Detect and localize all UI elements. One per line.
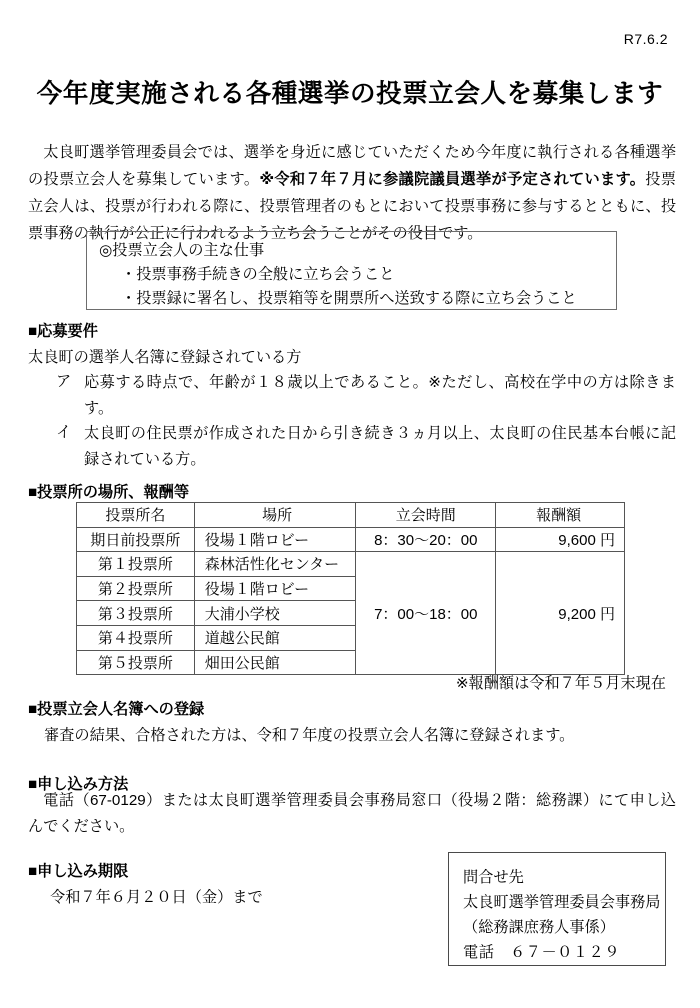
cell-polling-place-name: 第２投票所 bbox=[77, 576, 195, 601]
cell-location: 役場１階ロビー bbox=[194, 527, 356, 552]
contact-label: 問合せ先 bbox=[463, 869, 524, 886]
document-date-stamp: R7.6.2 bbox=[623, 31, 668, 47]
duties-item: ・投票録に署名し、投票箱等を開票所へ送致する際に立ち会うこと bbox=[121, 290, 577, 307]
cell-polling-place-name: 第５投票所 bbox=[77, 650, 195, 675]
contact-phone: 電話 ６７－０１２９ bbox=[463, 944, 620, 961]
section-heading-requirements: ■応募要件 bbox=[28, 323, 98, 340]
cell-polling-place-name: 期日前投票所 bbox=[77, 527, 195, 552]
requirements-lead: 太良町の選挙人名簿に登録されている方 bbox=[28, 349, 302, 366]
application-deadline-text: 令和７年６月２０日（金）まで bbox=[50, 889, 263, 906]
payment-note: ※報酬額は令和７年５月末現在 bbox=[455, 675, 666, 692]
table-header-row bbox=[77, 503, 625, 528]
cell-location: 道越公民館 bbox=[194, 625, 356, 650]
contact-box bbox=[448, 852, 666, 966]
cell-attendance-time: 8：30～20：00 bbox=[356, 527, 496, 552]
cell-location: 森林活性化センター bbox=[194, 552, 356, 577]
section-heading-registration: ■投票立会人名簿への登録 bbox=[28, 701, 205, 718]
duties-box bbox=[86, 231, 617, 310]
section-heading-application-method: ■申し込み方法 bbox=[28, 776, 129, 793]
table-row bbox=[77, 552, 625, 577]
intro-part1: 太良町選挙管理委員会では、選挙を身近に感じていただくため今年度に執行される各種選挙の投票立会人を募集しています。 bbox=[28, 144, 676, 189]
application-method-text: 電話（67-0129）または太良町選挙管理委員会事務局窓口（役場２階：総務課）にて申し込んでください。 bbox=[28, 792, 676, 835]
section-heading-application-deadline: ■申し込み期限 bbox=[28, 863, 129, 880]
intro-part3: 投票立会人は、投票が行われる際に、投票管理者のもとにおいて投票事務に参与するとともに、投票事務の執行が公正に行われるよう立ち会うことがその役目です。 bbox=[28, 171, 676, 243]
section-heading-polling-places: ■投票所の場所、報酬等 bbox=[28, 484, 190, 501]
contact-organization: 太良町選挙管理委員会事務局 bbox=[463, 894, 661, 911]
requirement-marker-i: イ bbox=[56, 424, 72, 441]
table-row bbox=[77, 527, 625, 552]
column-header-name: 投票所名 bbox=[77, 503, 195, 528]
contact-division: （総務課庶務人事係） bbox=[463, 919, 615, 936]
cell-location: 大浦小学校 bbox=[194, 601, 356, 626]
page-title: 今年度実施される各種選挙の投票立会人を募集します bbox=[36, 80, 664, 109]
cell-attendance-time: 7：00～18：00 bbox=[356, 552, 496, 675]
column-header-place: 場所 bbox=[194, 503, 356, 528]
column-header-pay: 報酬額 bbox=[496, 503, 625, 528]
cell-payment: 9,600 円 bbox=[496, 527, 625, 552]
cell-polling-place-name: 第４投票所 bbox=[77, 625, 195, 650]
column-header-time: 立会時間 bbox=[356, 503, 496, 528]
cell-polling-place-name: 第３投票所 bbox=[77, 601, 195, 626]
cell-polling-place-name: 第１投票所 bbox=[77, 552, 195, 577]
intro-bold-notice: ※令和７年７月に参議院議員選挙が予定されています。 bbox=[259, 171, 646, 189]
cell-payment: 9,200 円 bbox=[496, 552, 625, 675]
cell-location: 役場１階ロビー bbox=[194, 576, 356, 601]
duties-heading: ◎投票立会人の主な仕事 bbox=[99, 242, 265, 259]
cell-location: 畑田公民館 bbox=[194, 650, 356, 675]
requirement-text-a: 応募する時点で、年齢が１８歳以上であること。※ただし、高校在学中の方は除きます。 bbox=[84, 374, 676, 417]
requirement-marker-a: ア bbox=[56, 373, 72, 390]
registration-text: 審査の結果、合格された方は、令和７年度の投票立会人名簿に登録されます。 bbox=[44, 727, 575, 744]
duties-item: ・投票事務手続きの全般に立ち会うこと bbox=[121, 266, 395, 283]
requirement-text-i: 太良町の住民票が作成された日から引き続き３ヵ月以上、太良町の住民基本台帳に記録されている方。 bbox=[84, 425, 677, 468]
polling-places-table bbox=[76, 502, 625, 675]
